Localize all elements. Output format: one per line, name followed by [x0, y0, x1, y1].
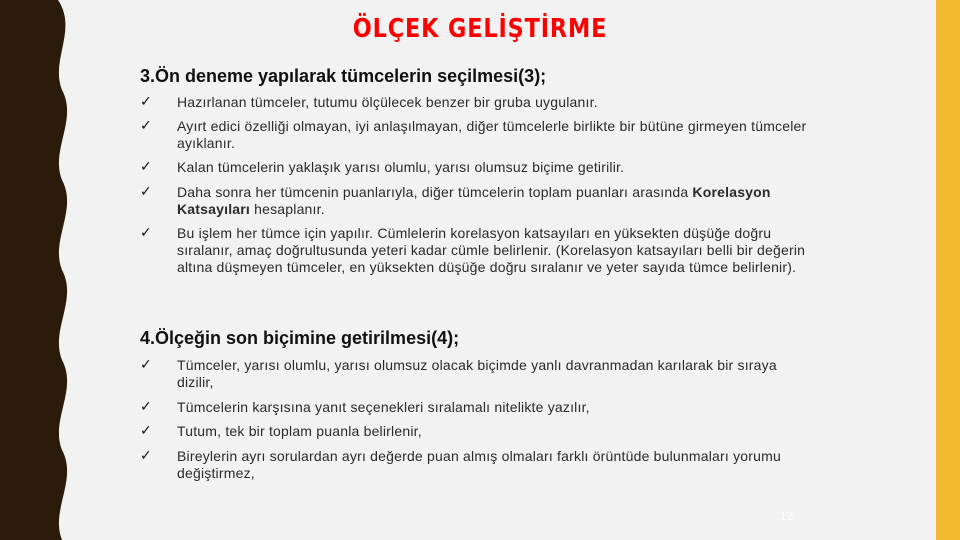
check-icon: ✓	[140, 399, 152, 415]
list-item-text: Bu işlem her tümce için yapılır. Cümlelerin korelasyon katsayıları en yüksekten düşüğe doğru sıralanır, amaç doğrultusunda yeteri kadar cümle belirlenir. (Korelasyon katsayıları belli bir değerin altına düşmeyen tümceler, en yüksekten düşüğe doğru sıralanır ve yeter sayıda tümce belirlenir).	[177, 225, 806, 275]
section-3-heading: 3.Ön deneme yapılarak tümcelerin seçilmesi(3);	[140, 66, 547, 86]
list-item-text: Tutum, tek bir toplam puanla belirlenir,	[177, 423, 422, 439]
check-icon: ✓	[140, 423, 152, 439]
page-number: 12	[780, 509, 794, 523]
bold-term: Korelasyon Katsayıları	[177, 184, 771, 217]
section-4-heading: 4.Ölçeğin son biçimine getirilmesi(4);	[140, 328, 460, 348]
list-item-text: Tümceler, yarısı olumlu, yarısı olumsuz olacak biçimde yanlı davranmadan karılarak bir sıraya dizilir,	[177, 357, 777, 390]
decorative-right-band	[936, 0, 960, 540]
check-icon: ✓	[140, 94, 152, 110]
text-segment: Daha sonra her tümcenin puanlarıyla, diğer tümcelerin toplam puanları arasında	[177, 184, 693, 200]
text-segment: hesaplanır.	[250, 201, 325, 217]
check-icon: ✓	[140, 357, 152, 373]
check-icon: ✓	[140, 225, 152, 241]
list-item-text: Tümcelerin karşısına yanıt seçenekleri sıralamalı nitelikte yazılır,	[177, 399, 590, 415]
slide-title: ÖLÇEK GELİŞTİRME	[352, 14, 608, 44]
check-icon: ✓	[140, 184, 152, 200]
list-item-text: Kalan tümcelerin yaklaşık yarısı olumlu, yarısı olumsuz biçime getirilir.	[177, 159, 625, 175]
list-item-text	[177, 184, 817, 218]
list-item-text: Ayırt edici özelliği olmayan, iyi anlaşılmayan, diğer tümcelerle birlikte bir bütüne girmeyen tümceler ayıklanır.	[177, 118, 807, 151]
check-icon: ✓	[140, 448, 152, 464]
check-icon: ✓	[140, 159, 152, 175]
check-icon: ✓	[140, 118, 152, 134]
decorative-left-band	[0, 0, 72, 540]
list-item-text: Hazırlanan tümceler, tutumu ölçülecek benzer bir gruba uygulanır.	[177, 94, 598, 110]
list-item-text: Bireylerin ayrı sorulardan ayrı değerde puan almış olmaları farklı örüntüde bulunmaları yorumu değiştirmez,	[177, 448, 781, 481]
